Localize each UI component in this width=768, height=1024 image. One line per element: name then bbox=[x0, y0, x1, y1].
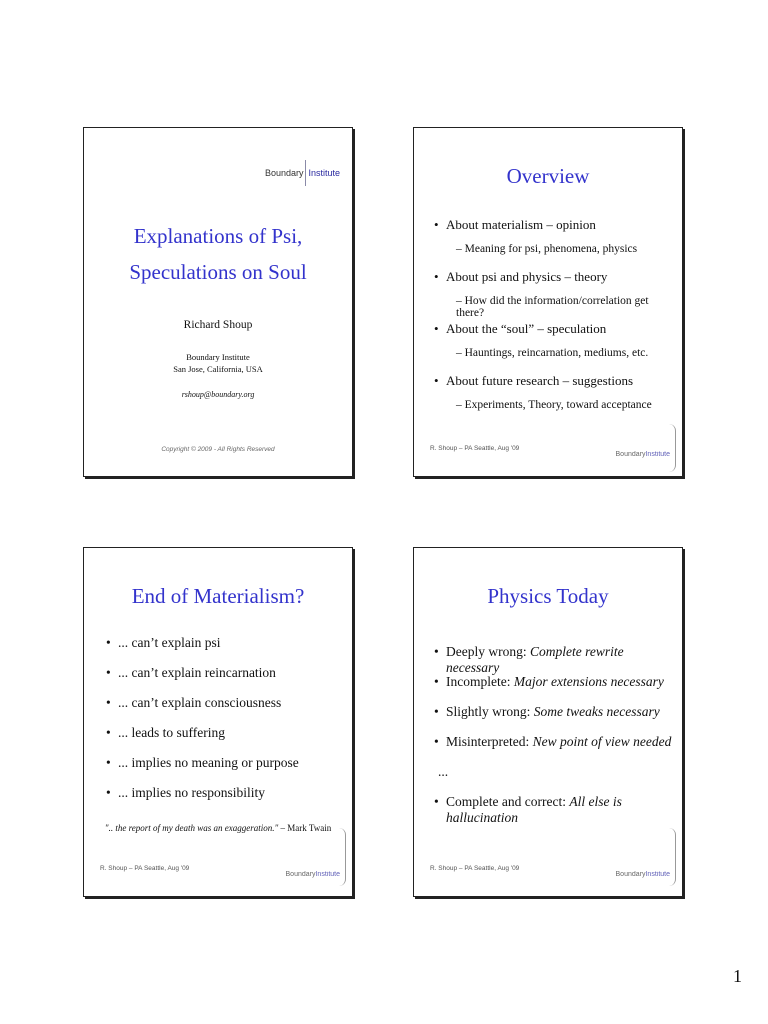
copyright-notice: Copyright © 2009 - All Rights Reserved bbox=[161, 446, 275, 453]
list-item: • Slightly wrong: Some tweaks necessary bbox=[434, 704, 660, 719]
list-item: • About future research – suggestions bbox=[434, 373, 634, 388]
slide-footer: R. Shoup – PA Seattle, Aug '09 bbox=[100, 865, 190, 872]
materialism-list bbox=[106, 635, 344, 815]
list-subitem: – How did the information/correlation get there? bbox=[456, 295, 649, 319]
list-item: • ... leads to suffering bbox=[106, 725, 225, 740]
boundary-institute-logo: Boundary Institute bbox=[615, 871, 670, 878]
slide-heading: Physics Today bbox=[487, 584, 609, 608]
logo-swoosh bbox=[669, 424, 676, 472]
slide-heading: Overview bbox=[506, 164, 590, 188]
mark-twain-quote: ".. the report of my death was an exaggeration." – Mark Twain bbox=[104, 823, 332, 833]
list-item: • ... can’t explain consciousness bbox=[106, 695, 282, 710]
list-item: • About materialism – opinion bbox=[434, 217, 596, 232]
list-item: • About the “soul” – speculation bbox=[434, 321, 607, 336]
list-item: • ... implies no meaning or purpose bbox=[106, 755, 299, 770]
list-subitem: – Experiments, Theory, toward acceptance bbox=[456, 399, 652, 411]
logo-swoosh bbox=[339, 828, 346, 886]
page-number: 1 bbox=[733, 966, 742, 986]
list-item: • Complete and correct: All else is hallucination bbox=[434, 794, 622, 825]
slide-end-of-materialism bbox=[83, 547, 353, 897]
list-item: • Deeply wrong: Complete rewrite necessary bbox=[434, 644, 624, 675]
list-item: • ... implies no responsibility bbox=[106, 785, 265, 800]
slide-footer: R. Shoup – PA Seattle, Aug '09 bbox=[430, 865, 520, 872]
list-item: • Incomplete: Major extensions necessary bbox=[434, 674, 664, 689]
slide-overview bbox=[413, 127, 683, 477]
slide-physics-today bbox=[413, 547, 683, 897]
boundary-institute-logo: Boundary Institute bbox=[265, 160, 340, 186]
list-item: • About psi and physics – theory bbox=[434, 269, 608, 284]
presentation-title: Explanations of Psi, Speculations on Soul bbox=[129, 224, 307, 284]
list-subitem: – Meaning for psi, phenomena, physics bbox=[456, 243, 638, 255]
ellipsis: ... bbox=[438, 764, 449, 779]
boundary-institute-logo: Boundary Institute bbox=[285, 871, 340, 878]
author-email: rshoup@boundary.org bbox=[181, 390, 255, 399]
author-name: Richard Shoup bbox=[183, 319, 253, 331]
overview-list bbox=[434, 217, 674, 425]
logo-swoosh bbox=[669, 828, 676, 886]
boundary-institute-logo: Boundary Institute bbox=[615, 451, 670, 458]
slide-title bbox=[83, 127, 353, 477]
list-item: • ... can’t explain psi bbox=[106, 635, 221, 650]
list-subitem: – Hauntings, reincarnation, mediums, etc. bbox=[456, 347, 649, 359]
list-item: • Misinterpreted: New point of view needed bbox=[434, 734, 672, 749]
slide-heading: End of Materialism? bbox=[131, 584, 305, 608]
list-item: • ... can’t explain reincarnation bbox=[106, 665, 276, 680]
physics-list bbox=[434, 644, 674, 824]
slide-footer: R. Shoup – PA Seattle, Aug '09 bbox=[430, 445, 520, 452]
author-affiliation: Boundary Institute San Jose, California, USA bbox=[173, 352, 263, 374]
